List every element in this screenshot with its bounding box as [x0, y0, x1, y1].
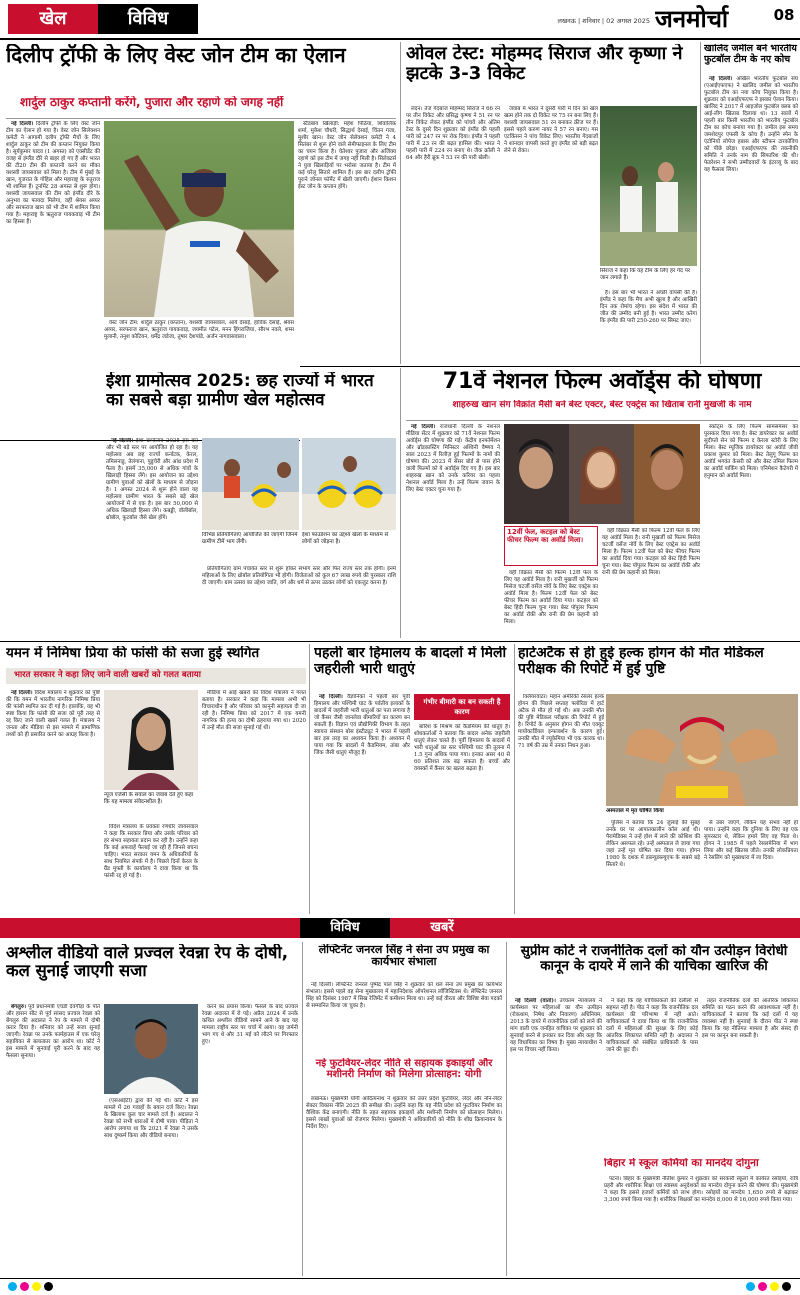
- story2-col3-text: हैं। इस बार भी भारत ने अच्छी वापसी की है। इंग्लैंड ने कहा कि मैच अभी खुला है और आखिरी दिन तक रोमांच रहेगा। इस संदेश में भारत की जीत की उम्मीद बनी हुई है। भारत उम्मीद करेगा कि इंग्लैंड की पारी 250-260 पर सिमट जाए।: [600, 290, 697, 324]
- yellow-circle-icon: [32, 1282, 41, 1291]
- section-bar-right[interactable]: खबरें: [430, 920, 454, 935]
- story2-headline: ओवल टेस्ट: मोहम्मद सिराज और कृष्णा ने झटके 3-3 विकेट: [406, 44, 683, 85]
- story7-dateline: नई दिल्ली।: [319, 694, 343, 700]
- magenta-circle-icon: [20, 1282, 29, 1291]
- story7-col1: [314, 694, 410, 912]
- story8-headline: हार्टअटैक से ही हुई हल्क होगन की मौत मेडिकल परीक्षक की रिपोर्ट में हुई पुष्टि: [518, 646, 764, 677]
- story2-col1: [406, 106, 500, 364]
- story9-headline: अश्लील वीडियो वाले प्रज्वल रेवन्ना रेप के दोषी, कल सुनाई जाएगी सजा: [6, 944, 288, 981]
- story6-subhead-bar: [6, 668, 306, 684]
- section-rule: [300, 366, 800, 367]
- nimisha-photo: [104, 690, 198, 790]
- cricket-match-photo: [600, 106, 697, 266]
- story4-col2: [202, 566, 396, 638]
- hulk-hogan-photo: [606, 694, 798, 806]
- story9-col3: [202, 1004, 298, 1274]
- gramotsav-photo-2: [302, 438, 396, 530]
- story11-col3-text: तहत राजनीतिक दलों की आंतरिक शिकायत समिति का गठन करने की आवश्यकता नहीं है। याचिकाकर्ता ने बताया कि कई दलों में यह व्यवस्था नहीं है। सुनवाई के दौरान पीठ ने स्पष्ट किया कि यह नीतिगत मामला है और संसद ही इस पर कानून बना सकती है।: [702, 998, 798, 1039]
- story5-headline: 71वें नेशनल फिल्म अवॉर्ड्स की घोषणा: [442, 370, 762, 394]
- masthead: [0, 0, 800, 38]
- story8-col2: [606, 820, 700, 912]
- story3-headline: खालिद जमील बने भारतीय फुटबॉल टीम के नए कोच: [704, 44, 797, 65]
- story1-dateline: नई दिल्ली।: [11, 121, 34, 127]
- story8-col1-text: क्लियरवाटर। महान अमेरिकी रेसलर हल्क होगन की पिछले सप्ताह फ्लोरिडा में हार्ट अटैक से मौत हो गई थी। अब उनकी मौत की पुष्टि मेडिकल परीक्षक की रिपोर्ट में हुई है। रिपोर्ट के अनुसार होगन की मौत एक्यूट मायोकार्डियल इन्फार्क्शन के कारण हुई। उनकी मौत में ल्यूकेमिया भी एक कारक था। 71 वर्ष की उम्र में उनका निधन हुआ।: [518, 694, 604, 749]
- story1-subhead: शार्दुल ठाकुर कप्तानी करेंगे, पुजारा और रहाणे को जगह नहीं: [20, 96, 284, 109]
- story9-dateline: बेंगलुरु।: [11, 1004, 27, 1010]
- story5-dateline: नई दिल्ली।: [411, 424, 436, 430]
- story4-col1-text: ईशा ग्रामोत्सव 2025 इस बार और भी बड़े स्तर पर आयोजित हो रहा है। यह महोत्सव अब छह राज्यों कर्नाटक, केरल, तमिलनाडु, तेलंगाना, पुडुचेरी और आंध्र प्रदेश में फैला है। इसमें 35,000 से अधिक गांवों के खिलाड़ी हिस्सा लेंगे। इस आयोजन का उद्देश्य ग्रामीण युवाओं को खेलों के माध्यम से जोड़ना है। 1 अगस्त 2024 से शुरू होने वाला यह महोत्सव ग्रामीण भारत के सबसे बड़े खेल आयोजनों में से एक है। इस बार 50,000 से अधिक खिलाड़ी हिस्सा लेंगे। कबड्डी, वॉलीबॉल, थ्रोबॉल, फुटबॉल जैसे खेल होंगे।: [106, 438, 198, 521]
- story11-dateline: नई दिल्ली (वार्ता)।: [515, 998, 556, 1004]
- story3-body: [704, 76, 798, 364]
- story6-col2-text: विदेश मंत्रालय के प्रवक्ता रणधीर जायसवाल ने कहा कि सरकार प्रिया और उसके परिवार को हर संभव सहायता प्रदान कर रही है। उन्होंने कहा कि कई अफवाहें फैलाई जा रही हैं जिनसे बचना चाहिए। भारत सरकार यमन के अधिकारियों के साथ नियमित संपर्क में है। पिछले दिनों केरल के ग्रैंड मुफ्ती के कार्यालय ने दावा किया था कि फांसी रद्द हो गई है।: [104, 824, 198, 879]
- story5-col2b-text: वहीं विक्रांत मैसी को फिल्म 12वीं फेल के लिए यह अवॉर्ड मिला है। रानी मुखर्जी को फिल्म मिसेज चटर्जी वर्सेज नॉर्वे के लिए बेस्ट एक्ट्रेस का अवॉर्ड मिला है। फिल्म 12वीं फेल को बेस्ट फीचर फिल्म का अवॉर्ड दिया गया। कटहल को बेस्ट हिंदी फिल्म चुना गया। बेस्ट पॉपुलर फिल्म का अवॉर्ड रॉकी और रानी की प्रेम कहानी को मिला।: [602, 528, 700, 576]
- story4-caption-2: ईशा फाउंडेशन का उद्देश्य खेलों के माध्यम से लोगों को जोड़ना है।: [302, 532, 389, 545]
- story4-headline: ईशा ग्रामोत्सव 2025: छह राज्यों में भारत का सबसे बड़ा ग्रामीण खेल महोत्सव: [106, 372, 374, 411]
- story5-subhead: शाहरुख खान संग विक्रांत मैसी बने बेस्ट एक्टर, बेस्ट एक्ट्रेस का खिताब रानी मुखर्जी के नाम: [452, 400, 752, 410]
- story2-col1-text: लंदन। तेज गेंदबाज मोहम्मद सिराज ने 66 रन पर तीन विकेट और प्रसिद्ध कृष्णा ने 51 रन पर तीन विकेट लेकर इंग्लैंड को पांचवें और अंतिम टेस्ट के दूसरे दिन शुक्रवार को इंग्लैंड की पहली पारी को 247 रन पर रोक दिया। इंग्लैंड ने पहली पारी में 23 रन की बढ़त हासिल की। भारत ने पहली पारी में 224 रन बनाए थे। जैक क्रॉली ने 64 और हैरी ब्रूक ने 53 रन की पारी खेली।: [406, 106, 500, 161]
- cyan-circle-icon: [8, 1282, 17, 1291]
- black-circle-icon: [44, 1282, 53, 1291]
- story5-col1: [406, 424, 500, 638]
- story6-subhead: भारत सरकार ने कहा लिए जाने वाली खबरों को गलत बताया: [14, 670, 201, 680]
- story7-col2: [414, 724, 510, 912]
- divider: [700, 42, 701, 364]
- story6-col3: [202, 690, 306, 912]
- story5-caption: 12वीं फेल, कटहल को बेस्ट फीचर फिल्म का अवॉर्ड मिला।: [507, 528, 584, 544]
- story8-col3: [704, 820, 798, 912]
- date-line: लखनऊ | शनिवार | 02 अगस्त 2025: [557, 17, 650, 25]
- section-bar-left[interactable]: विविध: [300, 918, 390, 938]
- story1-headline: दिलीप ट्रॉफी के लिए वेस्ट जोन टीम का ऐलान: [6, 44, 346, 67]
- story2-col3: [600, 290, 697, 364]
- divider: [406, 420, 798, 421]
- story10-subhead: नई फुटवियर-लेदर नीति से सहायक इकाइयों और मशीनरी निर्माण को मिलेगा प्रोत्साहन: योगी: [315, 1058, 493, 1081]
- story11-col2: [606, 998, 698, 1154]
- story11-col1: [510, 998, 602, 1154]
- story8-col3-text: से उबर जाएंगे, लेकिन यह संभव नहीं हो पाया। उन्होंने कहा कि दुनिया के लिए वह एक सुपरस्टार थे, लेकिन हमारे लिए वह पिता थे। होगन ने 1985 में पहले रेसलमेनिया में भाग लिया और कई खिताब जीते। उनकी लोकप्रियता ने रेसलिंग को मुख्यधारा में ला दिया।: [704, 820, 798, 861]
- story8-caption: अस्पताल में मृत घोषित किया: [606, 808, 664, 814]
- story9-col2: [104, 1098, 198, 1274]
- story11-headline: सुप्रीम कोर्ट ने राजनीतिक दलों को यौन उत्पीड़न विरोधी कानून के दायरे में लाने की याचिका खारिज की: [520, 944, 788, 975]
- page-number: 08: [773, 6, 795, 24]
- story8-col1: [518, 694, 604, 912]
- story6-col1-text: विदेश मंत्रालय ने शुक्रवार को पुष्टि की कि यमन में भारतीय नागरिक निमिषा प्रिया की फांसी स्थगित कर दी गई है। हालांकि, यह भी स्पष्ट किया कि फांसी की सजा को पूरी तरह से रद्द किए जाने वाली खबरें गलत हैं। मंत्रालय ने जनता और मीडिया से इस मामले में प्रामाणिक तथ्यों को ही प्रसारित करने का आग्रह किया है।: [6, 690, 100, 738]
- story11-sub-headline: बिहार में स्कूल कर्मियों का मानदेय दोगुना: [604, 1158, 759, 1169]
- story5-col2-text: वहीं विक्रांत मैसी को फिल्म 12वीं फेल के लिए यह अवॉर्ड मिला है। रानी मुखर्जी को फिल्म मिसेज चटर्जी वर्सेज नॉर्वे के लिए बेस्ट एक्ट्रेस का अवॉर्ड मिला है। फिल्म 12वीं फेल को बेस्ट फीचर फिल्म का अवॉर्ड दिया गया। कटहल को बेस्ट हिंदी फिल्म चुना गया। बेस्ट पॉपुलर फिल्म का अवॉर्ड रॉकी और रानी की प्रेम कहानी को मिला।: [504, 570, 598, 625]
- story5-caption-box: [504, 526, 598, 566]
- story10-body2-text: लखनऊ। मुख्यमंत्री योगी आदित्यनाथ ने शुक्रवार को उत्तर प्रदेश फुटवियर, लेदर और नॉन-लेदर सेक्टर विकास नीति 2025 की समीक्षा की। उन्होंने कहा कि यह नीति प्रदेश को फुटवियर निर्माण का वैश्विक केंद्र बनाएगी। नीति के तहत सहायक इकाइयों और मशीनरी निर्माण को प्रोत्साहन मिलेगा। इससे लाखों युवाओं को रोजगार मिलेगा। मुख्यमंत्री ने अधिकारियों को नीति के शीघ्र क्रियान्वयन के निर्देश दिए।: [306, 1096, 502, 1130]
- story5-col2: [504, 570, 598, 638]
- story11-col1-text: उच्चतम न्यायालय ने कार्यस्थल पर महिलाओं का यौन उत्पीड़न (रोकथाम, निषेध और निवारण) अधिनियम, 2013 के दायरे में राजनीतिक दलों को लाने की मांग वाली एक जनहित याचिका पर शुक्रवार को सुनवाई करने से इनकार कर दिया और कहा कि यह विधायिका का विषय है। मुख्य न्यायाधीश ने इस पर विचार नहीं किया।: [510, 998, 602, 1053]
- story5-col2b: [602, 528, 700, 638]
- story7-col2-text: बारिश के मिश्रण को कैडमियम की धातुएं हैं। शोधकर्ताओं ने बताया कि बादल अनेक जहरीली धातुएं लेकर चलते हैं। पूर्वी हिमालय के बादलों में भारी धातुओं का स्तर पश्चिमी घाट की तुलना में 1.5 गुना अधिक पाया गया। इनका असर 40 से 60 प्रतिशत तक बढ़ सकता है। बच्चों और वयस्कों में कैंसर का खतरा बढ़ता है।: [414, 724, 510, 772]
- story9-col2-text: (एसआईटी) द्वारा की गई थी। कोर्ट ने इस मामले में 26 गवाहों के बयान दर्ज किए। रेवन्ना के खिलाफ कुल चार मामले दर्ज हैं। अदालत ने रेवन्ना को सभी धाराओं में दोषी पाया। पीड़िता ने आरोप लगाया था कि 2021 में रेवन्ना ने उसके साथ दुष्कर्म किया और वीडियो बनाया।: [104, 1098, 198, 1139]
- story1-caption-text: वेस्ट जोन टीम: शार्दुल ठाकुर (कप्तान), यशस्वी जायसवाल, आर्य देसाई, हार्विक देसाई, श्रेयस अय्यर, सरफराज खान, ऋतुराज गायकवाड़, जयमीत पटेल, मनन हिंगराजिया, सौरभ नवले, शम्स मुलानी, तनुश कोटियन, धर्मेंद्र जडेजा, तुषार देशपांडे, अर्जन नागवासवाला।: [104, 320, 294, 340]
- story4-caption-1: विभिन्न प्रतियोगिताएं आयोजित की जाएंगी जिनमें ग्रामीण टीमें भाग लेंगी।: [202, 532, 298, 545]
- story10-body: [306, 982, 502, 1054]
- divider: [400, 42, 401, 364]
- story6-caption: न्यूज एजेंसी के सवाल का जवाब देते हुए कहा कि यह मामला संवेदनशील है।: [104, 792, 194, 805]
- paper-name: जनमोर्चा: [655, 5, 729, 33]
- story2-col2: [504, 106, 598, 364]
- story7-tag: गंभीर बीमारी का बन सकती है कारण: [414, 694, 510, 720]
- divider: [506, 942, 507, 1276]
- story4-col1: [106, 438, 198, 638]
- story6-col2: [104, 824, 198, 912]
- story7-headline: पहली बार हिमालय के बादलों में मिली जहरीली भारी धातुएं: [314, 646, 507, 677]
- cyan-circle-icon: [746, 1282, 755, 1291]
- footer-rule: [0, 1278, 800, 1279]
- magenta-circle-icon: [758, 1282, 767, 1291]
- story6-col3-text: मीडिया में आई खबरों को विदेश मंत्रालय ने गलत बताया है। सरकार ने कहा कि मामला अभी भी विचाराधीन है और परिवार को कानूनी सहायता दी जा रही है। निमिषा प्रिया को 2017 में एक यमनी नागरिक की हत्या का दोषी ठहराया गया था। 2020 में उन्हें मौत की सजा सुनाई गई थी।: [202, 690, 306, 731]
- story1-col1: [6, 121, 100, 439]
- story1-col3-text: स्टैंडबाय खिलाड़ी: महेश पिठिया, शिवालिक शर्मा, मुकेश चौधरी, सिद्धार्थ देसाई, चिंतन गजा, मुशीर खान। वेस्ट जोन सेलेक्शन कमेटी ने 4 सितंबर से शुरू होने वाले सेमीफाइनल के लिए टीम का चयन किया है। चेतेश्वर पुजारा और अजिंक्य रहाणे को इस टीम में जगह नहीं मिली है। सिलेक्टर्स ने युवा खिलाड़ियों पर भरोसा जताया है। टीम में कई घरेलू सितारे शामिल हैं। इस बार दलीप ट्रॉफी पुराने जोनल फॉर्मेट में खेली जाएगी। ईशान किशन ईस्ट जोन के कप्तान होंगे।: [298, 121, 396, 190]
- section-tab-sports[interactable]: खेल: [8, 4, 98, 34]
- story10-body2: [306, 1096, 502, 1274]
- divider: [309, 644, 310, 914]
- story8-col2-text: पुलिस ने बताया कि 24 जुलाई की सुबह उनके घर पर आपातकालीन कॉल आई थी। पैरामेडिक्स ने उन्हें होश में लाने की कोशिश की लेकिन असफल रहे। उन्हें अस्पताल ले जाया गया जहां उन्हें मृत घोषित कर दिया गया। होगन 1980 के दशक में डब्ल्यूडब्ल्यूएफ के सबसे बड़े सितारे थे।: [606, 820, 700, 868]
- story11-sub-body-text: पटना। बिहार के मुख्यमंत्री नीतीश कुमार ने शुक्रवार को सरकारी स्कूलों में कार्यरत रसोइयों, रात्रि प्रहरी और शारीरिक शिक्षा एवं स्वास्थ्य अनुदेशकों का मानदेय दोगुना करने की घोषणा की। मुख्यमंत्री ने कहा कि इससे हजारों कर्मियों को लाभ होगा। रसोइयों का मानदेय 1,650 रुपये से बढ़ाकर 3,300 रुपये किया गया है। शारीरिक शिक्षकों का मानदेय 8,000 से 16,000 रुपये किया गया।: [604, 1176, 798, 1203]
- story1-col3: [298, 121, 396, 369]
- story4-col2-text: प्रतियोगिताएं ग्राम पंचायत स्तर से शुरू होकर संभाग स्तर और फिर राज्य स्तर तक होंगी। इनमें महिलाओं के लिए थ्रोबॉल प्रतियोगिता भी होगी। विजेताओं को कुल 67 लाख रुपये की पुरस्कार राशि दी जाएगी। ग्राम उत्सव का उद्देश्य जाति, वर्ग और धर्म से ऊपर उठकर लोगों को एकजुट करना है।: [202, 566, 396, 586]
- story2-caption: सिराज ने कहा कि वह टीम के लिए हर गेंद पर जान लगाते हैं।: [600, 268, 691, 281]
- story3-dateline: नई दिल्ली।: [709, 76, 733, 82]
- yellow-circle-icon: [770, 1282, 779, 1291]
- story2-col2-text: जवाब में भारत ने दूसरी पारी में दिन का खेल खत्म होने तक दो विकेट पर 75 रन बना लिए हैं। यशस्वी जायसवाल 51 रन बनाकर क्रीज पर हैं। इससे पहले करुण नायर ने 57 रन बनाए। गस एटकिंसन ने पांच विकेट लिए। भारतीय गेंदबाजों ने शानदार वापसी करते हुए इंग्लैंड को बड़ी बढ़त लेने से रोका।: [504, 106, 598, 154]
- story9-col3-text: करने का प्रयास किया। फैसले के बाद प्रज्वल रेवन्ना अदालत में रो पड़े। अप्रैल 2024 में उनके कथित अश्लील वीडियो सामने आने के बाद यह मामला राष्ट्रीय स्तर पर चर्चा में आया। वह जर्मनी भाग गए थे और 31 मई को लौटने पर गिरफ्तार हुए।: [202, 1004, 298, 1045]
- section-tab-misc[interactable]: विविध: [98, 4, 198, 34]
- divider: [6, 118, 396, 119]
- story6-headline: यमन में निमिषा प्रिया की फांसी की सजा हुई स्थगित: [6, 646, 260, 661]
- story5-col1-text: राजधानी दिल्ली के नेशनल मीडिया सेंटर में शुक्रवार को 71वें नेशनल फिल्म अवॉर्ड्स की घोषणा की गई। केंद्रीय इनफॉर्मेशन और ब्रॉडकास्टिंग मिनिस्टर अश्विनी वैष्णव ने साल 2023 में रिलीज़ हुई फिल्मों के नामों की घोषणा की। 2023 में सेंसर बोर्ड से पास होने वाली फिल्मों को ये अवॉर्ड्स दिए गए हैं। इस बार शाहरुख खान को उनके करियर का पहला नेशनल अवॉर्ड मिला है। उन्हें फिल्म जवान के लिए बेस्ट एक्टर चुना गया है।: [406, 424, 500, 493]
- gramotsav-photo-1: [202, 438, 299, 530]
- story4-dateline: नई दिल्ली।: [111, 438, 134, 444]
- section-bar: [0, 918, 800, 938]
- story1-caption: [104, 320, 294, 368]
- story11-sub-body: [604, 1176, 798, 1274]
- story5-col3-text: स्कॉट्स के लिए फिल्म सामसमंसर का पुरस्कार दिया गया है। बेस्ट डायरेक्टर का अवॉर्ड सुदीप्तो सेन को फिल्म द केरला स्टोरी के लिए मिला। बेस्ट म्यूजिक डायरेक्टर का अवॉर्ड जीवी प्रकाश कुमार को मिला। बेस्ट तेलुगू फिल्म का अवॉर्ड भगवंत केसरी को और बेस्ट तमिल फिल्म का अवॉर्ड पार्किंग को मिला। एनिमेशन कैटेगरी में हनुमान को अवॉर्ड मिला।: [704, 424, 798, 479]
- story10-headline: लेफ्टिनेंट जनरल सिंह ने सेना उप प्रमुख का कार्यभार संभाला: [318, 944, 490, 969]
- story7-col1-text: वैज्ञानिकों ने पहली बार पूर्वी हिमालय और पश्चिमी घाट के पर्वतीय इलाकों के बादलों में जहरीली भारी धातुओं का पता लगाया है जो कैंसर जैसी जानलेवा बीमारियों का कारण बन सकती हैं। विज्ञान एवं प्रौद्योगिकी विभाग के तहत स्वायत्त संस्थान बोस इंस्टीट्यूट ने भारत में पहली बार इस तरह का अध्ययन किया है। अध्ययन में पाया गया कि बादलों में कैडमियम, तांबा और जिंक जैसी धातुएं मौजूद हैं।: [314, 694, 410, 756]
- divider: [302, 942, 303, 1276]
- film-award-photo: [504, 424, 700, 524]
- story5-col3: [704, 424, 798, 638]
- divider: [400, 368, 401, 638]
- section-rule: [0, 641, 800, 642]
- story6-dateline: नई दिल्ली।: [11, 690, 33, 696]
- story10-body-text: नई दिल्ली। लेफ्टिनेंट जनरल पुष्पेंद्र पाल सिंह ने शुक्रवार को थल सेना उप प्रमुख का कार्यभार संभाला। इससे पहले वह सेना मुख्यालय में महानिदेशक ऑपरेशनल लॉजिस्टिक्स थे। लेफ्टिनेंट जनरल सिंह को दिसंबर 1987 में सिख रेजिमेंट में कमीशन मिला था। उन्हें कई वीरता और विशिष्ट सेवा पदकों से सम्मानित किया जा चुका है।: [306, 982, 502, 1009]
- story1-body: दिलीप ट्रॉफी के लिए वेस्ट जोन टीम का ऐलान हो गया है। वेस्ट जोन सिलेक्शन कमेटी ने आगामी दलीप ट्रॉफी मैचों के लिए शार्दुल ठाकुर को टीम की कप्तान नियुक्त किया है। सूर्यकुमार यादव (1 अगस्त) को एक्सीडेंट की वजह से इंग्लैंड दौरे से बाहर हो गए हैं और भारत की टी20 टीम की कप्तानी करने का मौका यशस्वी जायसवाल को मिला है। टीम में मुंबई के खान, गुजरात के गोहिल और महाराष्ट्र के रुतुराज भी शामिल हैं। टूर्नामेंट 28 अगस्त से शुरू होगा। यशस्वी जायसवाल की टीम को इंग्लैंड दौरे के अनुभव का फायदा मिलेगा, वहीं श्रेयस अय्यर और सरफराज खान को भी टीम में शामिल किया गया है। महाराष्ट्र के ऋतुराज गायकवाड़ भी टीम का हिस्सा हैं।: [6, 121, 100, 225]
- story11-col2-text: ने कहा कि वह याचिकाकर्ता की दलीलों से सहमत नहीं है। पीठ ने कहा कि राजनीतिक दल कार्यस्थल की परिभाषा में नहीं आते। याचिकाकर्ता ने दावा किया था कि राजनीतिक दलों में महिलाओं की सुरक्षा के लिए कोई आंतरिक शिकायत समिति नहीं है। अदालत ने याचिकाकर्ता को संबंधित प्राधिकारी के पास जाने की छूट दी।: [606, 998, 698, 1053]
- masthead-rule: [0, 38, 800, 40]
- story9-col1-text: पूर्व प्रधानमंत्री एचडी देवगौड़ा के पोते और हासन सीट से पूर्व सांसद प्रज्वल रेवन्ना को बेंगलुरु की अदालत ने रेप के मामले में दोषी करार दिया है। शनिवार को उन्हें सजा सुनाई जाएगी। रेवन्ना पर उनके फार्महाउस में एक घरेलू सहायिका से बलात्कार का आरोप था। कोर्ट ने इस मामले में सुनवाई पूरी करने के बाद यह फैसला सुनाया।: [6, 1004, 100, 1059]
- story6-col1: [6, 690, 100, 912]
- cricketer-photo: [104, 121, 294, 317]
- revanna-photo: [104, 1004, 198, 1094]
- divider: [514, 644, 515, 914]
- black-circle-icon: [782, 1282, 791, 1291]
- story3-body-text: अखिल भारतीय फुटबॉल संघ (एआईएफएफ) ने खालिद जमील को भारतीय फुटबॉल टीम का नया कोच नियुक्त किया है। शुक्रवार को एआईएफएफ ने इसका ऐलान किया। खालिद ने 2017 में आइजोल फुटबॉल क्लब को आई-लीग खिताब दिलाया था। 13 सालों में पहली बार किसी भारतीय को भारतीय फुटबॉल टीम का कोच बनाया गया है। जमील इस समय जमशेदपुर एफसी के कोच हैं। उन्होंने स्पेन के एंटोनियो लोपेज हबास और स्टीफन टारकोविच को पीछे छोड़ा। एआईएफएफ की तकनीकी समिति ने उनके नाम की सिफारिश की थी। फेडरेशन ने सभी उम्मीदवारों के इंटरव्यू के बाद यह फैसला लिया।: [704, 76, 798, 173]
- story11-col3: [702, 998, 798, 1154]
- story9-col1: [6, 1004, 100, 1274]
